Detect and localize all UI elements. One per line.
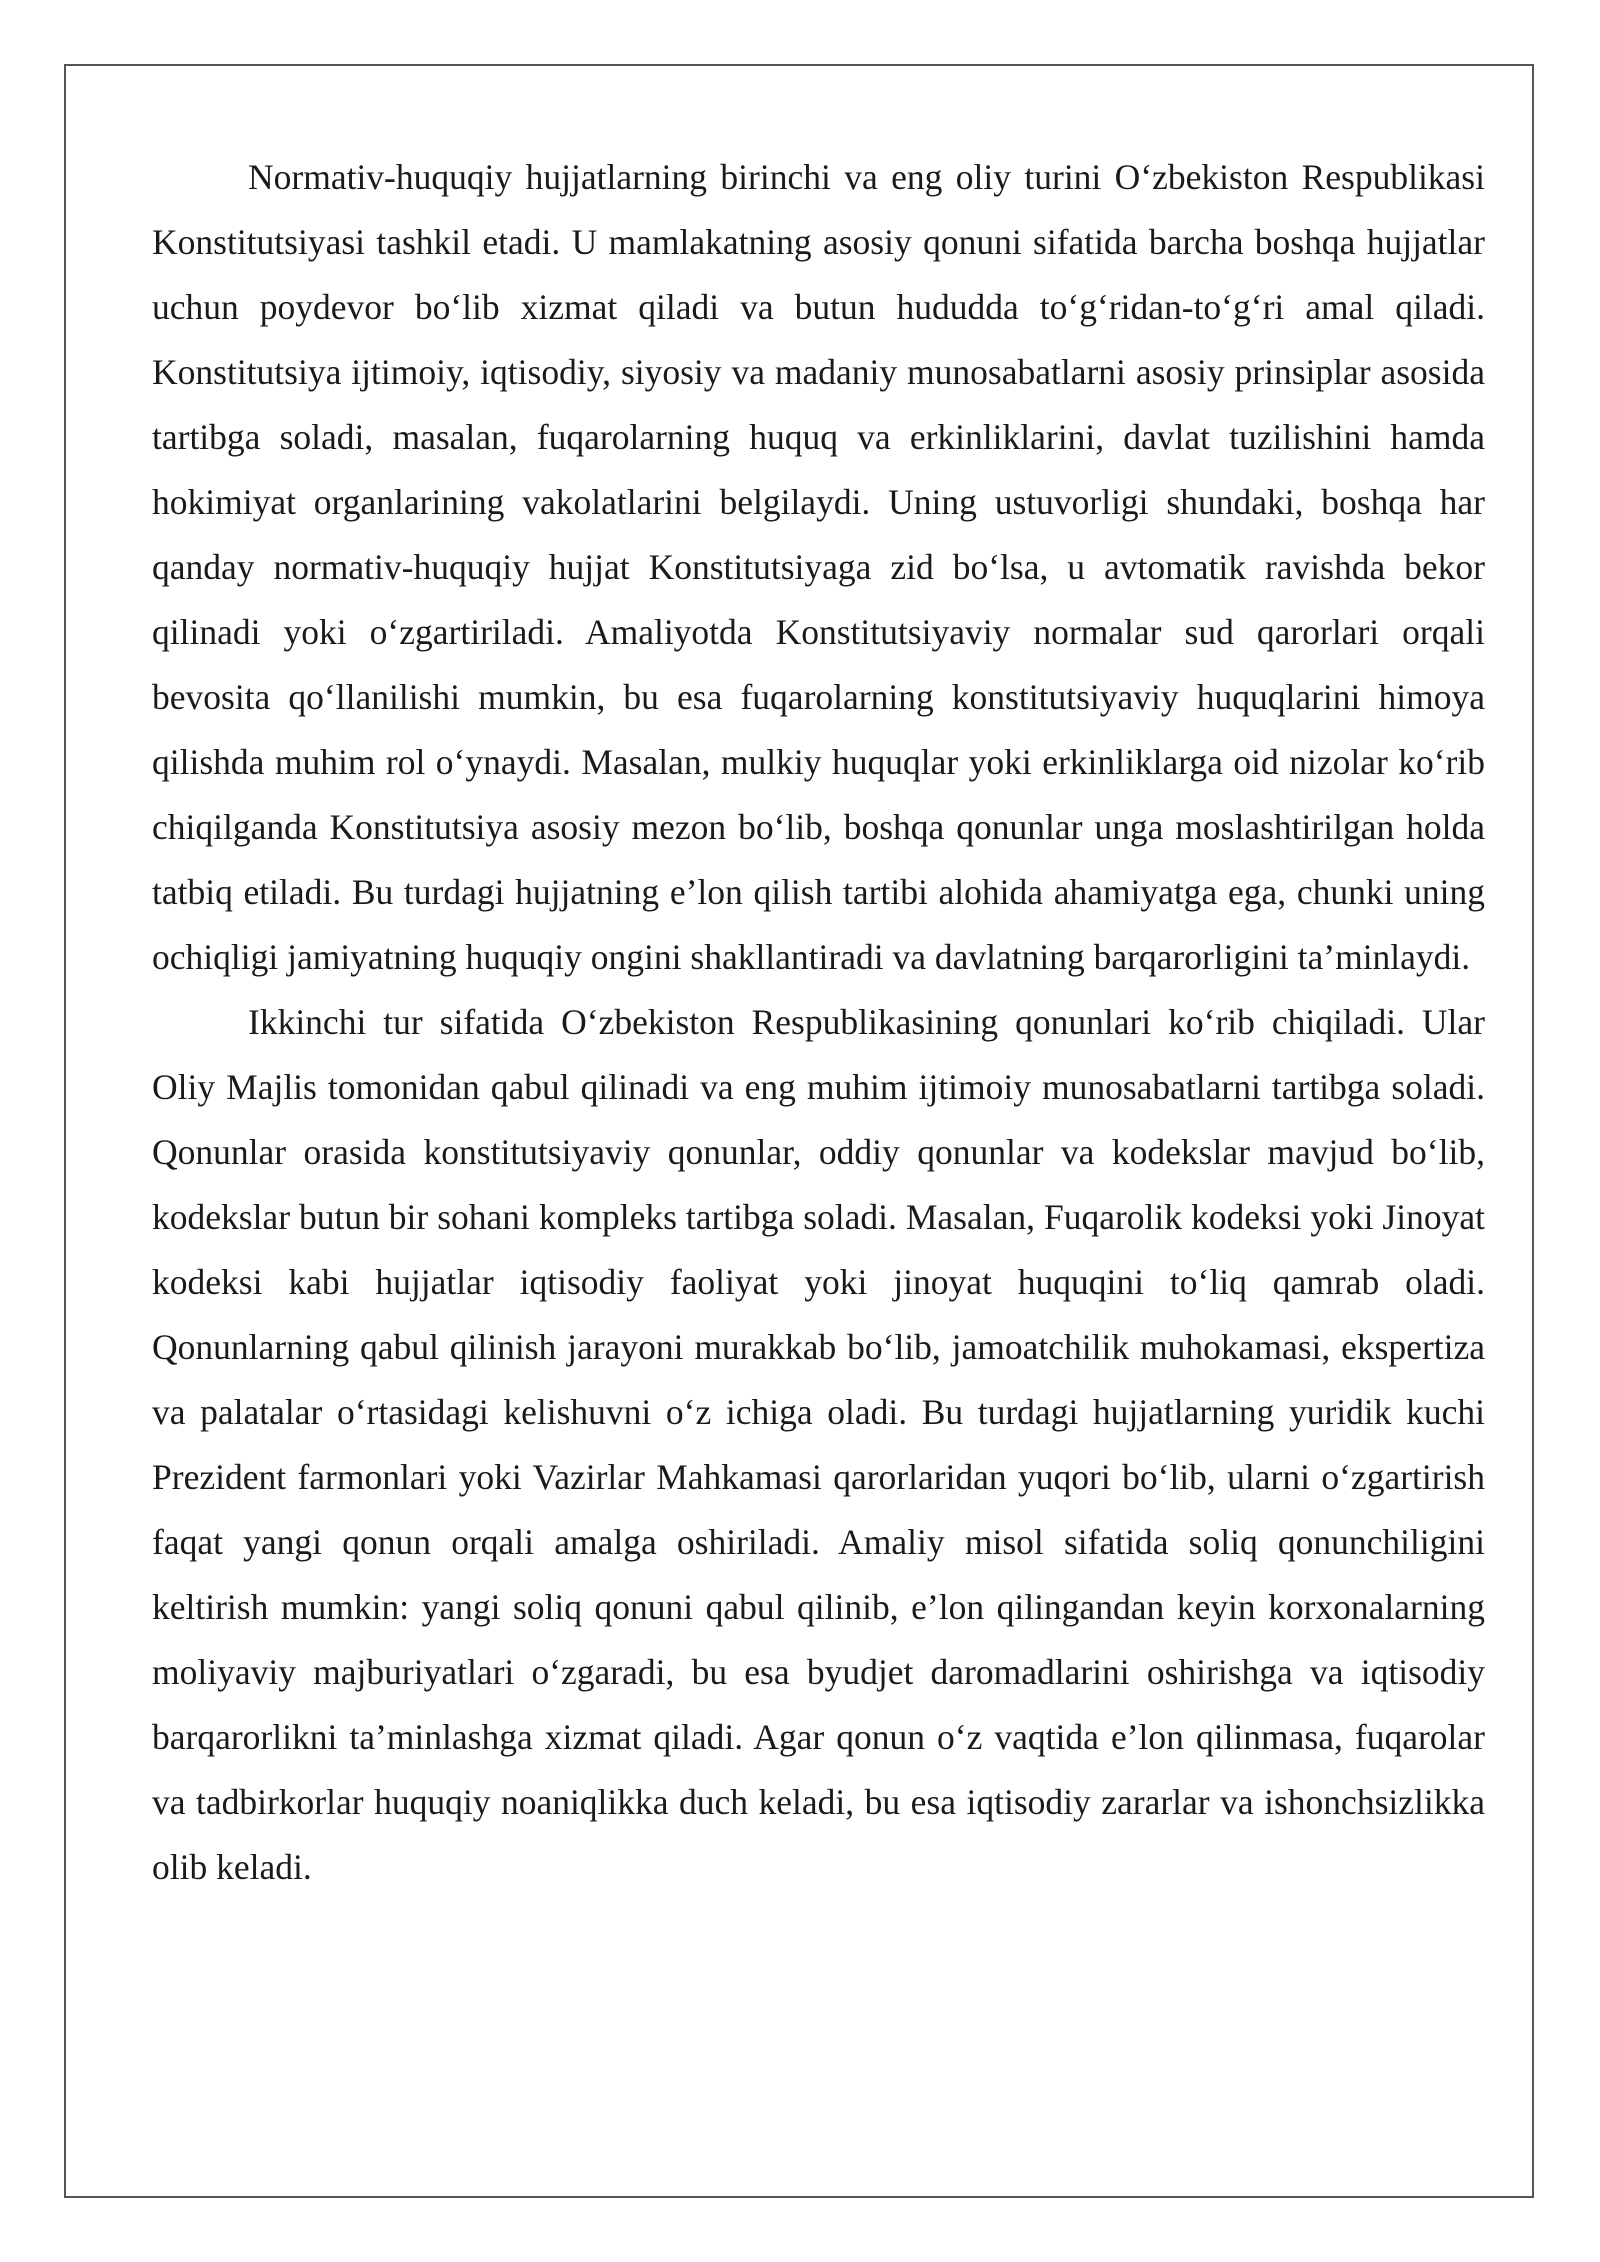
paragraph-2: Ikkinchi tur sifatida O‘zbekiston Respublikasining qonunlari ko‘rib chiqiladi. Ular Oliy Majlis tomonidan qabul qilinadi va eng muhim ijtimoiy munosabatlarni tartibga soladi. Qonunlar orasida konstitutsiyaviy qonunlar, oddiy qonunlar va kodekslar mavjud bo‘lib, kodekslar butun bir sohani kompleks tartibga soladi. Masalan, Fuqarolik kodeksi yoki Jinoyat kodeksi kabi hujjatlar iqtisodiy faoliyat yoki jinoyat huquqini to‘liq qamrab oladi. Qonunlarning qabul qilinish jarayoni murakkab bo‘lib, jamoatchilik muhokamasi, ekspertiza va palatalar o‘rtasidagi kelishuvni o‘z ichiga oladi. Bu turdagi hujjatlarning yuridik kuchi Prezident farmonlari yoki Vazirlar Mahkamasi qarorlaridan yuqori bo‘lib, ularni o‘zgartirish faqat yangi qonun orqali amalga oshiriladi. Amaliy misol sifatida soliq qonunchiligini keltirish mumkin: yangi soliq qonuni qabul qilinib, e’lon qilingandan keyin korxonalarning moliyaviy majburiyatlari o‘zgaradi, bu esa byudjet daromadlarini oshirishga va iqtisodiy barqarorlikni ta’minlashga xizmat qiladi. Agar qonun o‘z vaqtida e’lon qilinmasa, fuqarolar va tadbirkorlar huquqiy noaniqlikka duch keladi, bu esa iqtisodiy zararlar va ishonchsizlikka olib keladi. (152, 1002, 1485, 1887)
paragraph-1: Normativ-huquqiy hujjatlarning birinchi va eng oliy turini O‘zbekiston Respublikasi Konstitutsiyasi tashkil etadi. U mamlakatning asosiy qonuni sifatida barcha boshqa hujjatlar uchun poydevor bo‘lib xizmat qiladi va butun hududda to‘g‘ridan-to‘g‘ri amal qiladi. Konstitutsiya ijtimoiy, iqtisodiy, siyosiy va madaniy munosabatlarni asosiy prinsiplar asosida tartibga soladi, masalan, fuqarolarning huquq va erkinliklarini, davlat tuzilishini hamda hokimiyat organlarining vakolatlarini belgilaydi. Uning ustuvorligi shundaki, boshqa har qanday normativ-huquqiy hujjat Konstitutsiyaga zid bo‘lsa, u avtomatik ravishda bekor qilinadi yoki o‘zgartiriladi. Amaliyotda Konstitutsiyaviy normalar sud qarorlari orqali bevosita qo‘llanilishi mumkin, bu esa fuqarolarning konstitutsiyaviy huquqlarini himoya qilishda muhim rol o‘ynaydi. Masalan, mulkiy huquqlar yoki erkinliklarga oid nizolar ko‘rib chiqilganda Konstitutsiya asosiy mezon bo‘lib, boshqa qonunlar unga moslashtirilgan holda tatbiq etiladi. Bu turdagi hujjatning e’lon qilish tartibi alohida ahamiyatga ega, chunki uning ochiqligi jamiyatning huquqiy ongini shakllantiradi va davlatning barqarorligini ta’minlaydi. (152, 157, 1485, 977)
document-body (152, 145, 1485, 1900)
